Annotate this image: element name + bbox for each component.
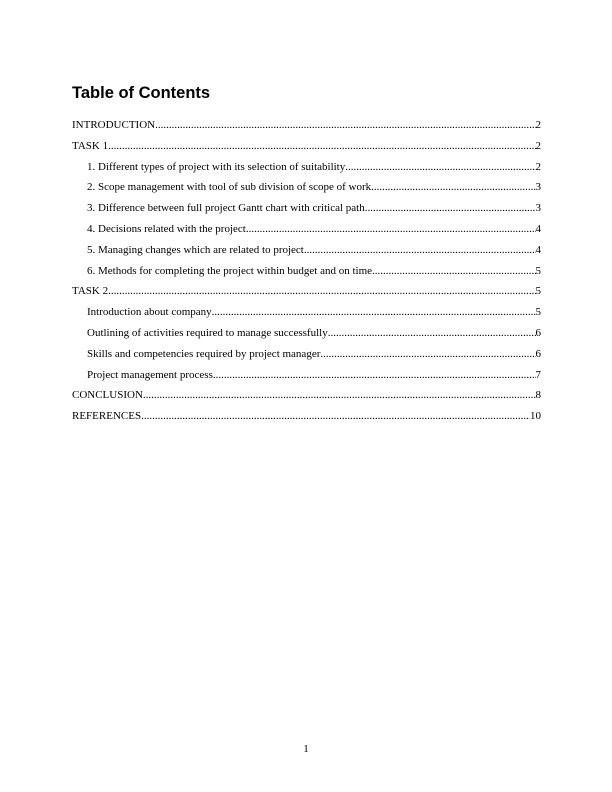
toc-entry-managing-changes[interactable]	[72, 240, 541, 261]
toc-entry-label: 5. Managing changes which are related to project	[87, 243, 304, 256]
toc-entry-task-1[interactable]	[72, 136, 541, 157]
page-number: 1	[303, 743, 309, 755]
toc-entry-page: 2	[535, 139, 541, 152]
dot-leader	[345, 157, 535, 178]
dot-leader	[304, 240, 536, 261]
toc-entry-decisions[interactable]	[72, 219, 541, 240]
toc-entry-budget-methods[interactable]	[72, 261, 541, 282]
toc-entry-page: 5	[535, 306, 541, 319]
toc-entry-references[interactable]	[72, 406, 541, 427]
dot-leader	[371, 177, 535, 198]
toc-entry-page: 4	[535, 222, 541, 235]
toc-entry-label: Skills and competencies required by project manager	[87, 347, 321, 360]
toc-entry-page: 2	[535, 160, 541, 173]
toc-entry-label: TASK 1	[72, 139, 109, 152]
toc-entry-label: TASK 2	[72, 285, 109, 298]
toc-entry-management-process[interactable]	[72, 365, 541, 386]
toc-entry-page: 5	[535, 285, 541, 298]
toc-entry-page: 4	[535, 243, 541, 256]
toc-entry-label: INTRODUCTION	[72, 119, 156, 131]
toc-entry-page: 10	[530, 410, 541, 423]
dot-leader	[365, 198, 536, 219]
dot-leader	[372, 261, 535, 282]
toc-entry-label: Introduction about company	[87, 306, 212, 319]
toc-entry-label: CONCLUSION	[72, 389, 143, 402]
toc-entry-page: 3	[535, 202, 541, 215]
dot-leader	[108, 281, 535, 302]
dot-leader	[246, 219, 536, 240]
toc-entry-page: 2	[535, 119, 541, 131]
toc-entry-introduction[interactable]	[72, 115, 541, 136]
toc-entry-page: 3	[535, 181, 541, 194]
dot-leader	[155, 115, 535, 136]
toc-entry-project-types[interactable]	[72, 157, 541, 178]
dot-leader	[143, 385, 536, 406]
toc-entry-label: 3. Difference between full project Gantt chart with critical path	[87, 202, 365, 215]
toc-entry-page: 8	[535, 389, 541, 402]
toc-entry-label: 1. Different types of project with its selection of suitability	[87, 160, 346, 173]
toc-entry-task-2[interactable]	[72, 281, 541, 302]
toc-entry-page: 5	[535, 264, 541, 277]
toc-entry-company-intro[interactable]	[72, 302, 541, 323]
toc-entry-gantt-chart[interactable]	[72, 198, 541, 219]
toc-entry-page: 6	[535, 326, 541, 339]
toc-entry-conclusion[interactable]	[72, 385, 541, 406]
toc-entry-label: Outlining of activities required to manage successfully	[87, 326, 328, 339]
toc-entry-label: Project management process	[87, 368, 213, 381]
table-of-contents	[72, 115, 541, 427]
dot-leader	[328, 323, 536, 344]
toc-entry-skills-competencies[interactable]	[72, 344, 541, 365]
toc-heading: Table of Contents	[72, 84, 211, 102]
toc-entry-label: 6. Methods for completing the project within budget and on time	[87, 264, 373, 277]
toc-entry-scope-management[interactable]	[72, 177, 541, 198]
toc-entry-label: 4. Decisions related with the project	[87, 222, 246, 235]
toc-entry-label: 2. Scope management with tool of sub division of scope of work	[87, 181, 372, 194]
dot-leader	[213, 365, 536, 386]
toc-entry-page: 7	[535, 368, 541, 381]
toc-entry-label: REFERENCES	[72, 410, 142, 423]
dot-leader	[141, 406, 530, 427]
toc-entry-page: 6	[535, 347, 541, 360]
dot-leader	[108, 136, 535, 157]
toc-entry-outlining-activities[interactable]	[72, 323, 541, 344]
dot-leader	[320, 344, 535, 365]
dot-leader	[212, 302, 536, 323]
